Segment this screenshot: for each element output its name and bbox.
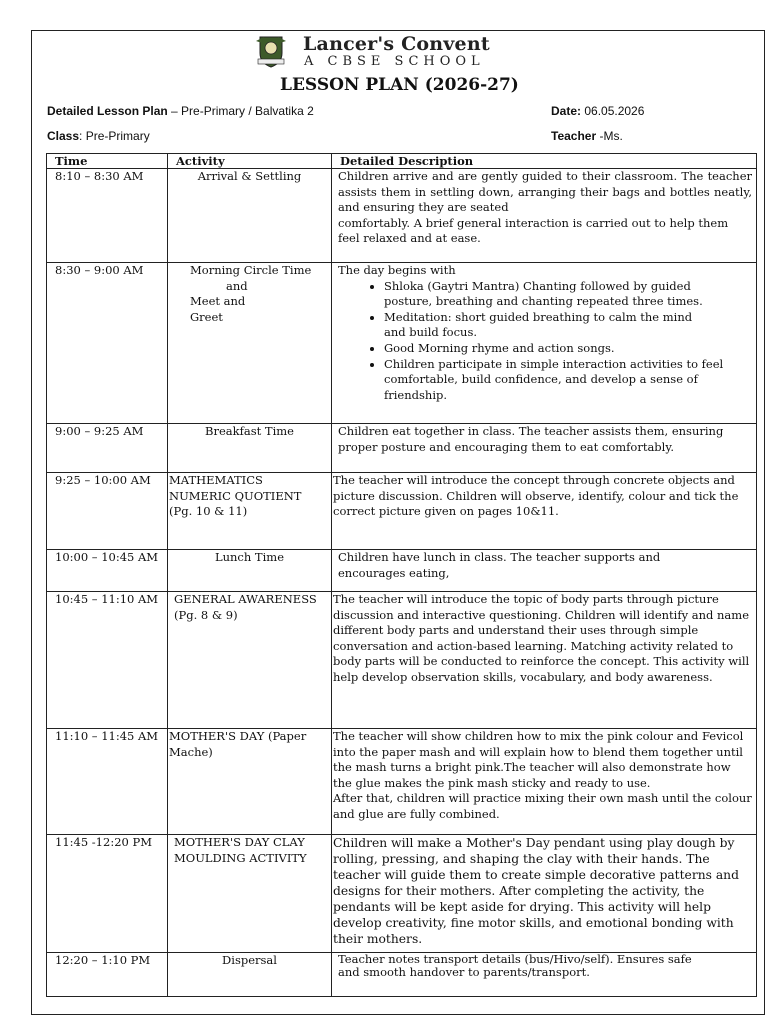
teacher-line [551, 129, 623, 143]
description-text: The teacher will show children how to mix the pink colour and Fevicol into the paper mash and will explain how to blend them together until the mash turns a bright pink.The teacher will also demonstrate how the glue makes the pink mash sticky and ready to use. [333, 729, 744, 790]
table-row [47, 473, 757, 550]
table-row [47, 550, 757, 592]
description-cell: Children will make a Mother's Day pendant using play dough by rolling, pressing, and shaping the clay with their hands. The teacher will guide them to create simple decorative patterns and designs for their mothers. After completing the activity, the pendants will be kept aside for drying. This activity will help develop creativity, fine motor skills, and emotional bonding with their mothers. [332, 835, 757, 953]
class-line [47, 129, 150, 143]
table-row [47, 169, 757, 263]
table-row [47, 424, 757, 473]
table-row [47, 263, 757, 424]
school-subtitle: A CBSE SCHOOL [304, 54, 485, 69]
plan-line [47, 104, 314, 118]
teacher-value: -Ms. [596, 129, 623, 143]
description-cell [332, 729, 757, 835]
activity-cell: MOTHER'S DAY (Paper Mache) [168, 729, 332, 835]
table-header-row [47, 154, 757, 169]
header-time: Time [47, 154, 168, 169]
activity-cell: Dispersal [168, 953, 332, 997]
time-cell: 11:10 – 11:45 AM [47, 729, 168, 835]
time-cell: 9:25 – 10:00 AM [47, 473, 168, 550]
list-item: • Good Morning rhyme and action songs. [384, 341, 752, 357]
description-cell: Children eat together in class. The teacher assists them, ensuring proper posture and encouraging them to eat comfortably. [332, 424, 757, 473]
time-cell: 11:45 -12:20 PM [47, 835, 168, 953]
time-cell: 9:00 – 9:25 AM [47, 424, 168, 473]
date-line [551, 104, 644, 118]
list-item: • Meditation: short guided breathing to calm the mind and build focus. [384, 310, 752, 341]
header-description: Detailed Description [332, 154, 757, 169]
description-cell [332, 953, 757, 997]
activity-line: Meet and [190, 294, 246, 309]
class-label: Class [47, 129, 80, 143]
lesson-plan-table [46, 153, 757, 997]
activity-line: Morning Circle Time [190, 263, 312, 277]
table-row [47, 953, 757, 997]
activity-cell: MATHEMATICS NUMERIC QUOTIENT (Pg. 10 & 11) [168, 473, 332, 550]
table-row [47, 729, 757, 835]
activity-line: Greet [190, 309, 223, 324]
activity-cell [168, 263, 332, 424]
description-cell: The teacher will introduce the concept through concrete objects and picture discussion. Children will observe, identify, colour and tick the correct picture given on pages 10&11. [332, 473, 757, 550]
date-value: 06.05.2026 [581, 104, 645, 118]
description-text-2: comfortably. A brief general interaction is carried out to help them feel relaxed and at ease. [338, 215, 729, 246]
time-cell: 10:45 – 11:10 AM [47, 592, 168, 729]
header-activity: Activity [168, 154, 332, 169]
teacher-label: Teacher [551, 129, 597, 143]
class-value: : Pre-Primary [79, 129, 150, 143]
plan-label: Detailed Lesson Plan [47, 104, 168, 118]
list-item: • Children participate in simple interaction activities to feel comfortable, build confidence, and develop a sense of friendship. [384, 357, 752, 404]
description-text: Children arrive and are gently guided to their classroom. The teacher assists them in settling down, arranging their bags and bottles neatly, and ensuring they are seated [338, 169, 752, 215]
time-cell: 12:20 – 1:10 PM [47, 953, 168, 997]
activity-cell: MOTHER'S DAY CLAY MOULDING ACTIVITY [168, 835, 332, 953]
list-item: • Shloka (Gaytri Mantra) Chanting followed by guided posture, breathing and chanting repeated three times. [384, 279, 752, 310]
description-cell: The teacher will introduce the topic of body parts through picture discussion and interactive questioning. Children will identify and name different body parts and understand their uses through simple conversation and action-based learning. Matching activity related to body parts will be conducted to reinforce the concept. This activity will help develop observation skills, vocabulary, and body awareness. [332, 592, 757, 729]
description-cell [332, 169, 757, 263]
school-name: Lancer's Convent [303, 33, 490, 55]
table-row [47, 592, 757, 729]
activity-cell: Breakfast Time [168, 424, 332, 473]
time-cell: 8:10 – 8:30 AM [47, 169, 168, 263]
description-cell: Children have lunch in class. The teacher supports and encourages eating, [332, 550, 757, 592]
plan-value: – Pre-Primary / Balvatika 2 [167, 104, 314, 118]
activity-line: and [226, 278, 248, 293]
time-cell: 8:30 – 9:00 AM [47, 263, 168, 424]
activity-cell: Lunch Time [168, 550, 332, 592]
bullet-list [338, 279, 752, 404]
description-text-2: After that, children will practice mixing their own mash until the colour and glue are fully combined. [333, 791, 752, 821]
page-title: LESSON PLAN (2026-27) [280, 75, 519, 95]
description-intro: The day begins with [338, 263, 456, 277]
activity-cell: Arrival & Settling [168, 169, 332, 263]
description-cell [332, 263, 757, 424]
description-text: Teacher notes transport details (bus/Hivo/self). Ensures safe [338, 952, 692, 966]
date-label: Date: [551, 104, 582, 118]
table-row [47, 835, 757, 953]
activity-cell: GENERAL AWARENESS (Pg. 8 & 9) [168, 592, 332, 729]
description-text-2: and smooth handover to parents/transport. [338, 965, 590, 979]
school-crest-logo [256, 33, 286, 69]
time-cell: 10:00 – 10:45 AM [47, 550, 168, 592]
